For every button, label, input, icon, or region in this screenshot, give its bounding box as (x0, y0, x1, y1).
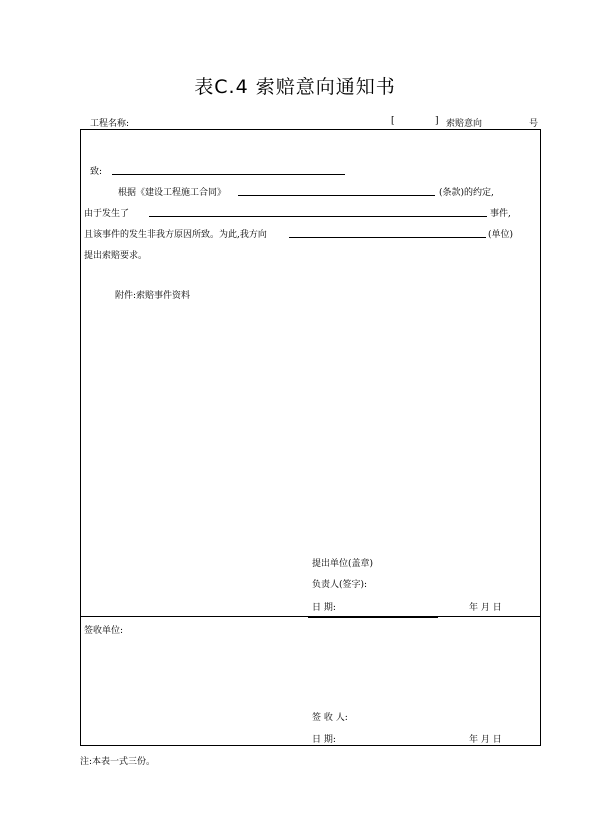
line2-prefix: 由于发生了 (84, 209, 130, 219)
line3-suffix: (单位) (488, 230, 514, 240)
project-name-label: 工程名称: (90, 119, 130, 129)
bracket-open: [ (391, 116, 395, 126)
submit-unit-label: 提出单位(盖章) (312, 559, 374, 569)
attachment-label: 附件:索赔事件资料 (115, 291, 191, 301)
receipt-unit-label: 签收单位: (84, 626, 124, 636)
bracket-close: ] (435, 116, 439, 126)
date-label: 日 期: (312, 603, 336, 613)
line3-prefix: 且该事件的发生非我方原因所致。为此,我方向 (84, 230, 267, 240)
date-ymd: 年 月 日 (469, 603, 502, 613)
responsible-label: 负责人(签字): (312, 580, 368, 590)
unit-blank-line (289, 237, 486, 238)
to-blank-line (112, 174, 345, 175)
line1-suffix: (条款)的约定, (439, 188, 494, 198)
page-title: 表C.4 索赔意向通知书 (194, 76, 396, 98)
receiver-label: 签 收 人: (312, 713, 348, 723)
doc-type-label: 索赔意向 (446, 119, 483, 129)
number-suffix: 号 (529, 119, 539, 129)
contract-blank-line (238, 195, 435, 196)
line1-prefix: 根据《建设工程施工合同》 (118, 188, 227, 198)
form-frame (80, 129, 541, 746)
footnote: 注:本表一式三份。 (80, 757, 156, 767)
event-blank-line (149, 216, 487, 217)
line2-suffix: 事件, (490, 209, 511, 219)
signature-underline (308, 617, 438, 618)
receipt-date-ymd: 年 月 日 (469, 735, 502, 745)
receipt-date-label: 日 期: (312, 735, 336, 745)
to-label: 致: (90, 167, 103, 177)
line4-text: 提出索赔要求。 (84, 251, 148, 261)
